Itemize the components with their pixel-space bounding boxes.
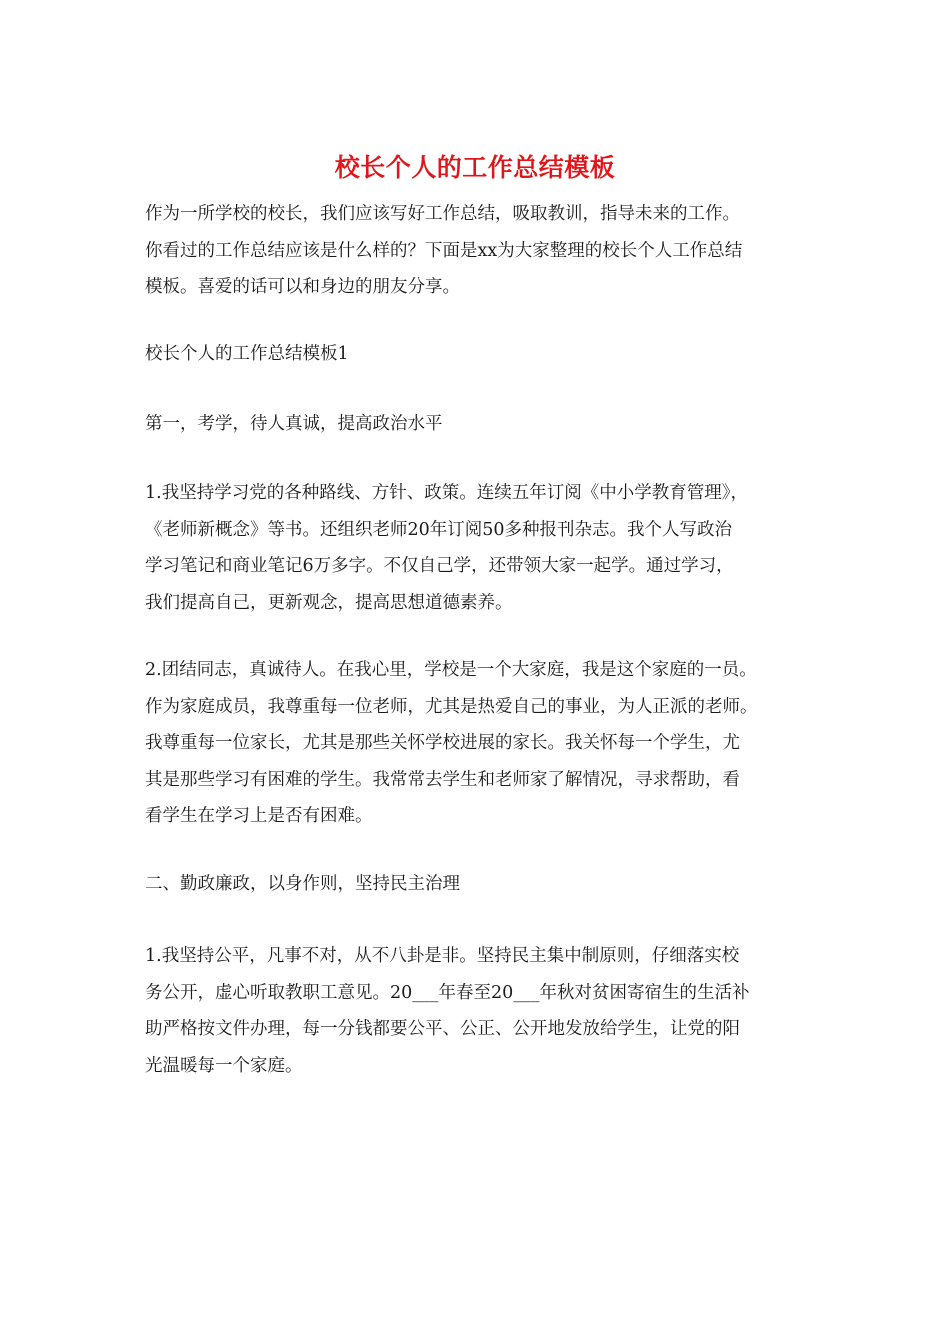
item-line: 助严格按文件办理，每一分钱都要公平、公正、公开地发放给学生，让党的阳 — [145, 1019, 740, 1039]
intro-paragraph — [145, 196, 810, 306]
item-2-1-paragraph — [145, 938, 810, 1084]
item-1-2-paragraph — [145, 652, 810, 835]
item-line: 其是那些学习有困难的学生。我常常去学生和老师家了解情况，寻求帮助，看 — [145, 769, 740, 790]
item-line: 2.团结同志，真诚待人。在我心里，学校是一个大家庭，我是这个家庭的一员。 — [145, 660, 757, 680]
item-line: 务公开，虚心听取教职工意见。20___年春至20___年秋对贫困寄宿生的生活补 — [145, 982, 750, 1003]
item-line: 我们提高自己，更新观念，提高思想道德素养。 — [145, 592, 513, 613]
part2-heading: 二、勤政廉政，以身作则，坚持民主治理 — [145, 874, 460, 894]
item-1-1-paragraph — [145, 475, 810, 621]
intro-line: 模板。喜爱的话可以和身边的朋友分享。 — [145, 277, 460, 297]
item-line: 光温暖每一个家庭。 — [145, 1055, 303, 1076]
item-line: 1.我坚持学习党的各种路线、方针、政策。连续五年订阅《中小学教育管理》， — [145, 483, 748, 503]
document-title: 校长个人的工作总结模板 — [334, 153, 616, 182]
intro-line: 作为一所学校的校长，我们应该写好工作总结，吸取教训，指导未来的工作。 — [145, 204, 740, 224]
item-line: 学习笔记和商业笔记6万多字。不仅自己学，还带领大家一起学。通过学习， — [145, 556, 734, 576]
item-line: 作为家庭成员，我尊重每一位老师，尤其是热爱自己的事业，为人正派的老师。 — [145, 696, 758, 717]
item-line: 《老师新概念》等书。还组织老师20年订阅50多种报刊杂志。我个人写政治 — [145, 519, 733, 540]
part1-heading: 第一，考学，待人真诚，提高政治水平 — [145, 414, 443, 434]
item-line: 我尊重每一位家长，尤其是那些关怀学校进展的家长。我关怀每一个学生，尤 — [145, 733, 740, 753]
item-line: 看学生在学习上是否有困难。 — [145, 806, 373, 826]
intro-line: 你看过的工作总结应该是什么样的？下面是xx为大家整理的校长个人工作总结 — [145, 240, 743, 261]
item-line: 1.我坚持公平，凡事不对，从不八卦是非。坚持民主集中制原则，仔细落实校 — [145, 946, 740, 966]
section-heading: 校长个人的工作总结模板1 — [145, 344, 349, 364]
